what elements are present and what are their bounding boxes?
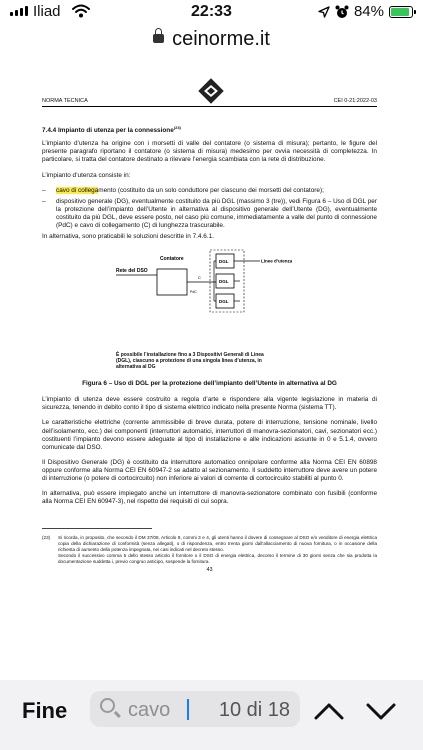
- paragraph: In alternativa, può essere impiegato anche un interruttore di manovra-sezionatore combinato con fusibili (conforme alla Norma CEI EN 60947-3), nel rispetto dei requisiti di cui sopra.: [42, 490, 377, 506]
- page-number: 43: [206, 567, 213, 574]
- carrier-name: Iliad: [33, 3, 61, 20]
- dgl-label: DGL: [219, 259, 229, 265]
- lock-icon: [153, 34, 164, 43]
- header-left: NORMA TECNICA: [42, 98, 88, 104]
- label-rete: Rete del DSO: [116, 268, 148, 275]
- find-in-page-bar: [0, 680, 423, 750]
- find-input[interactable]: [90, 691, 300, 727]
- paragraph: L’impianto d’utenza consiste in:: [42, 171, 131, 179]
- status-bar: [0, 0, 423, 26]
- done-button[interactable]: Fine: [22, 698, 68, 723]
- chevron-up-icon[interactable]: [312, 699, 346, 723]
- footnote-divider: [42, 528, 152, 529]
- battery-percent: 84%: [353, 3, 384, 20]
- footnote: (23) Si ricorda, in proposito, che secondo il DM 37/08, Articolo 8, commi 3 e 4, gli utenti hanno il dovere di consegnare al DSO e/o venditore di energia elettrica copia della dichiarazione di conformità (senza allegati), o di rispondenza, entro trenta giorni dall’allacciamento di nuova fornitura, o in occasione della richiesta di aumento della potenza impegnata, nei casi indicati nel decreto stesso. Secondo il successivo comma 5 dello stesso articolo il fornitore o il DSO di energia elettrica, decorso il termine di 30 giorni senza che sia prodotta la documentazione suddetta i, previo congruo anticipo, sospende la fornitura.: [42, 535, 377, 565]
- section-title: 7.4.4 Impianto di utenza per la connessione$^{(23)}$: [42, 125, 181, 135]
- cei-logo: [196, 76, 226, 106]
- figure-note: È possibile l’installazione fino a 3 Dispositivi Generali di Linea (DGL), ciascuno a protezione di una singola linea d’utenza, in alternativa al DG: [116, 352, 264, 371]
- label-contatore: Contatore: [160, 256, 184, 263]
- connection-diagram: [42, 248, 377, 353]
- paragraph: Le caratteristiche elettriche (corrente ammissibile di breve durata, potere di interruzione, tensione nominale, livello dell’isolamento, ecc.) dei componenti (interruttori automatici, interruttori di manovra-sezionatori, cavi, sezionatori ecc.) costituenti l’impianto devono essere adeguate al tipo di installazione e alle indicazioni assunte in 0 e 5.1.4, ovvero comunicate dal DSO.: [42, 419, 377, 451]
- battery-charging-icon: [389, 6, 413, 18]
- text-caret: [187, 699, 189, 720]
- location-arrow-icon: [318, 6, 330, 18]
- clock: 22:33: [191, 3, 232, 20]
- pdf-page[interactable]: [0, 60, 423, 680]
- search-highlight: cavo di collega: [56, 186, 99, 194]
- figure-caption: Figura 6 – Uso di DGL per la protezione dell’impianto dell’Utente in alternativa al DG: [82, 380, 337, 388]
- list-item: – cavo di collegamento (costituito da un solo conduttore per ciascuno dei morsetti del contatore);: [42, 186, 324, 194]
- list-item: – dispositivo generale (DG), eventualmente costituito da più DGL (massimo 3 (tre)), vedi Figura 6 – Uso di DGL per la protezione dell’impianto dell’Utente in alternativa al dispositivo generale dell’Utente (DG), eventualmente costituito da più DGL, deve essere posto, nel caso più comune, immediatamente a valle del punto di connessione (PdC) e cavo di collegamento (C) di lunghezza trascurabile.: [42, 197, 377, 229]
- document-body: [42, 124, 377, 574]
- address-bar[interactable]: [0, 28, 423, 56]
- dgl-label: DGL: [219, 299, 229, 305]
- label-pdc: PdC: [190, 290, 197, 295]
- label-linee: Linee d’utenza: [261, 258, 293, 264]
- label-c: C: [198, 275, 201, 281]
- dgl-label: DGL: [219, 279, 229, 285]
- url-text: ceinorme.it: [172, 28, 270, 50]
- contatore-box: [157, 269, 187, 295]
- figure-6: [42, 248, 377, 371]
- paragraph: L’impianto di utenza deve essere costruito a regola d’arte e rispondere alla vigente legislazione in materia di sicurezza, tenendo in debito conto il tipo di sistema elettrico indicato nella presente Norma (sistema TT).: [42, 396, 377, 412]
- match-count: 10 di 18: [218, 699, 290, 721]
- chevron-down-icon[interactable]: [364, 699, 398, 723]
- search-icon: [100, 698, 115, 713]
- paragraph: Il Dispositivo Generale (DG) è costituito da interruttore automatico onnipolare conforme alla Norma CEI EN 60898 oppure conforme alla Norma CEI EN 60947-2 se adatto al sezionamento. Il suddetto interruttore deve avere un potere di interruzione (o potere di cortocircuito) non inferiore ai valori di corrente di cortocircuito stabiliti al punto 0.: [42, 458, 377, 482]
- alarm-icon: [335, 5, 349, 19]
- find-query-text: cavo: [128, 699, 171, 721]
- header-right: CEI 0-21:2022-03: [333, 98, 377, 104]
- paragraph: In alternativa, sono praticabili le soluzioni descritte in 7.4.6.1.: [42, 233, 214, 241]
- header-divider: [42, 106, 377, 107]
- paragraph: L’impianto d’utenza ha origine con i morsetti di valle del contatore (o sistema di misura); pertanto, le figure del presente paragrafo riportano il contatore (o sistema di misura) medesimo per ovvia necessità di completezza. In particolare, si tratta del contatore destinato a rilevare l’energia scambiata con la rete di distribuzione.: [42, 140, 377, 164]
